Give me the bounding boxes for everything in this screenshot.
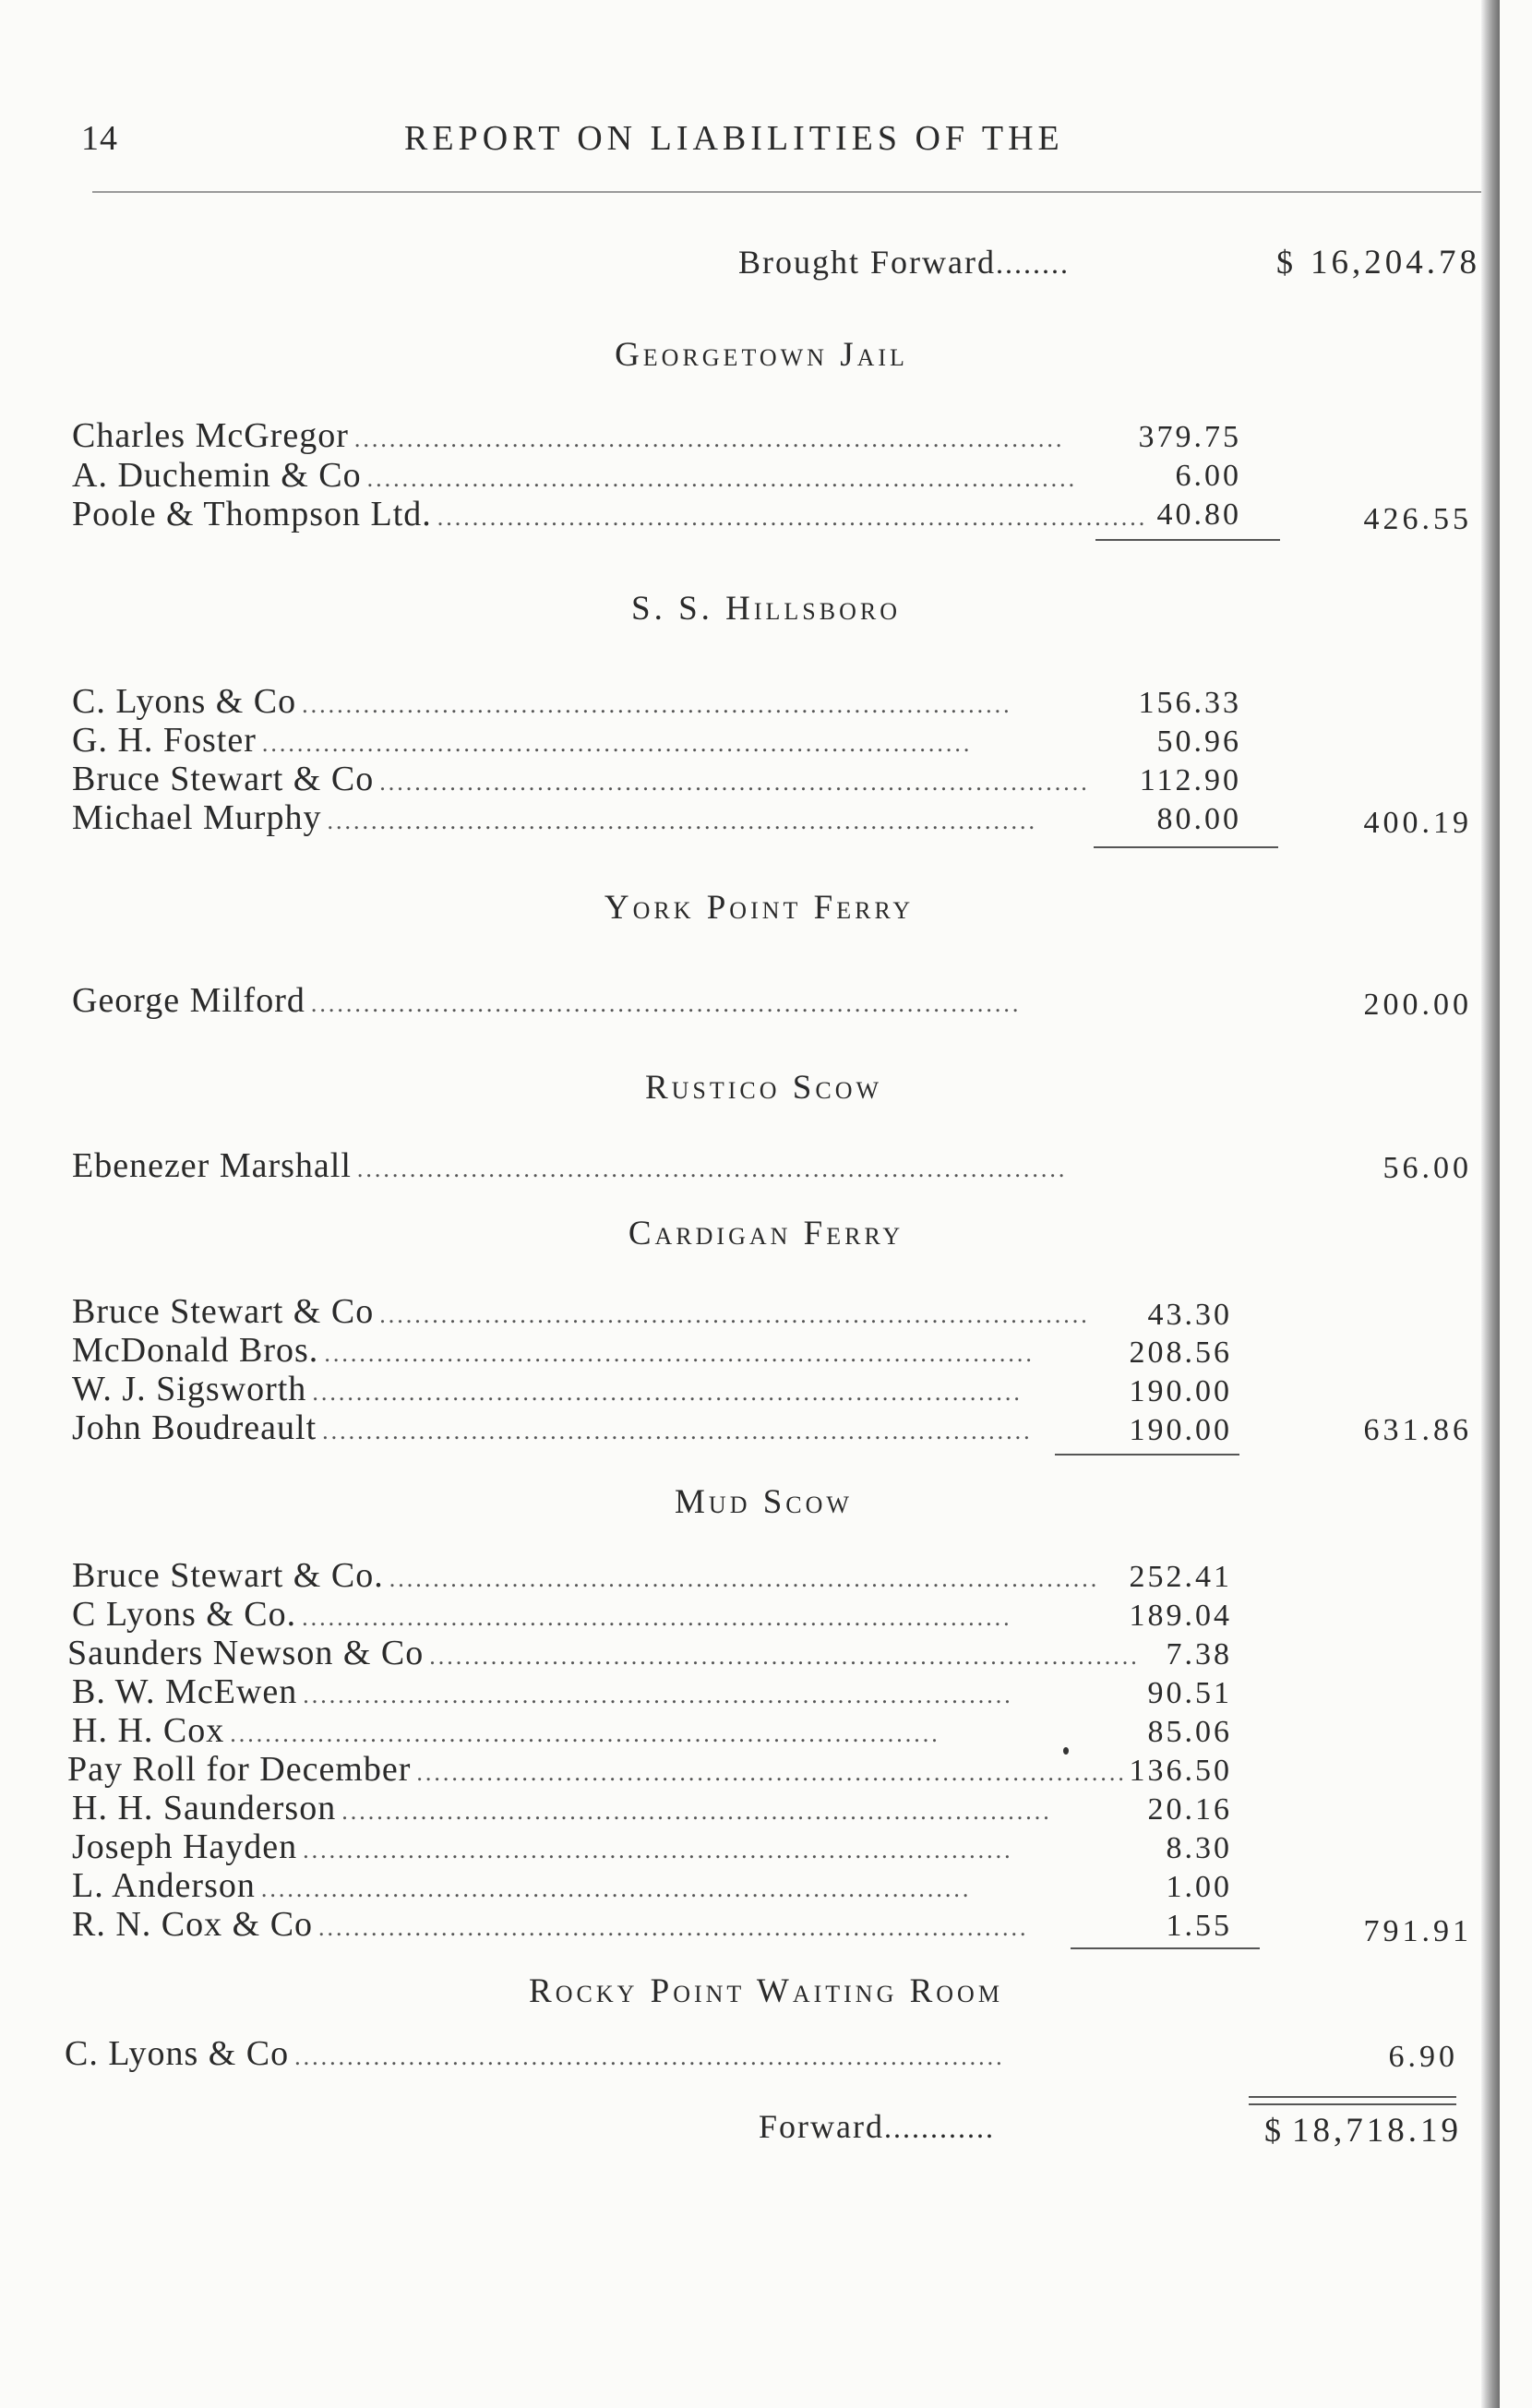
dot-leader: ................................................................................. (379, 769, 1090, 796)
payee-name: Joseph Hayden (72, 1827, 298, 1866)
ledger-row (72, 720, 1050, 761)
entry-amount: 1.55 (1166, 1909, 1232, 1943)
entry-amount: 80.00 (1156, 802, 1241, 836)
grand-total-double-rule (1249, 2096, 1456, 2105)
entry-amount: 6.00 (1175, 459, 1241, 493)
ledger-row (72, 797, 1050, 838)
forward-dots: ............ (883, 2111, 995, 2144)
section-total: 56.00 (1382, 1151, 1472, 1185)
ledger-row (72, 1291, 1090, 1332)
payee-name: R. N. Cox & Co (72, 1905, 314, 1944)
ledger-row (72, 759, 1090, 799)
entry-amount: 7.38 (1166, 1637, 1232, 1671)
entry-amount: 190.00 (1129, 1413, 1232, 1447)
payee-name: Bruce Stewart & Co (72, 1292, 375, 1331)
payee-name: W. J. Sigsworth (72, 1370, 307, 1408)
section-title-rustico-scow: Rustico Scow (644, 1069, 883, 1107)
payee-name: B. W. McEwen (72, 1672, 298, 1711)
dot-leader: ................................................................................. (366, 465, 1078, 492)
ledger-row (72, 455, 1078, 496)
payee-name: George Milford (72, 981, 305, 1020)
dot-leader: ................................................................................. (327, 808, 1037, 834)
dot-leader: ................................................................................. (322, 1418, 1033, 1444)
payee-name: Ebenezer Marshall (72, 1146, 352, 1185)
payee-name: Charles McGregor (72, 416, 349, 455)
entry-amount: 156.33 (1138, 686, 1241, 720)
entry-amount: 1.00 (1166, 1870, 1232, 1904)
section-total: 200.00 (1363, 988, 1472, 1022)
payee-name: John Boudreault (72, 1408, 317, 1447)
payee-name: Bruce Stewart & Co (72, 760, 375, 798)
entry-amount: 252.41 (1129, 1560, 1232, 1594)
dot-leader: ................................................................................. (416, 1759, 1127, 1786)
dot-leader: ................................................................................. (341, 1798, 1052, 1825)
ledger-row (72, 1788, 1050, 1828)
entry-amount: 90.51 (1147, 1676, 1232, 1710)
payee-name: McDonald Bros. (72, 1331, 319, 1370)
payee-name: Saunders Newson & Co (67, 1634, 425, 1672)
entry-amount: 50.96 (1156, 725, 1241, 759)
section-title-york-point-ferry: York Point Ferry (604, 889, 915, 927)
forward-label: Forward (759, 2108, 884, 2145)
forward-amount: 18,718.19 (1292, 2112, 1462, 2150)
section-title-cardigan-ferry: Cardigan Ferry (628, 1215, 904, 1252)
section-total: 6.90 (1388, 2040, 1458, 2074)
dot-leader: ................................................................................. (261, 730, 973, 757)
ledger-row (72, 1710, 1050, 1751)
dot-leader: ................................................................................. (230, 1720, 940, 1747)
ledger-row (72, 1330, 1050, 1371)
dot-leader: ................................................................................. (302, 1604, 1012, 1631)
ledger-row (72, 415, 1065, 456)
dot-leader: ................................................................................. (303, 1682, 1013, 1708)
ledger-row (72, 1145, 1068, 1186)
entry-amount: 190.00 (1129, 1374, 1232, 1408)
payee-name: A. Duchemin & Co (72, 456, 362, 495)
entry-amount: 85.06 (1147, 1715, 1232, 1749)
payee-name: C. Lyons & Co (72, 682, 297, 721)
running-title: REPORT ON LIABILITIES OF THE (404, 119, 1064, 158)
ledger-row (67, 1749, 1127, 1790)
ledger-row (72, 1408, 1050, 1448)
ledger-row (72, 1904, 1050, 1945)
brought-forward-dots: ........ (995, 246, 1070, 280)
entry-amount: 208.56 (1129, 1336, 1232, 1370)
section-total: 791.91 (1363, 1914, 1472, 1948)
brought-forward-label: Brought Forward (738, 244, 996, 281)
dot-leader: ................................................................................. (353, 425, 1065, 452)
ledger-row (72, 980, 1050, 1021)
payee-name: G. H. Foster (72, 721, 257, 760)
brought-forward-amount: 16,204.78 (1311, 244, 1480, 282)
ink-speck (1063, 1747, 1069, 1755)
payee-name: H. H. Cox (72, 1711, 225, 1750)
subtotal-rule (1071, 1947, 1260, 1949)
entry-amount: 8.30 (1166, 1831, 1232, 1865)
section-title-rocky-point-waiting-room: Rocky Point Waiting Room (529, 1972, 1003, 2010)
ledger-row (72, 1369, 1050, 1409)
dot-leader: ................................................................................. (303, 1837, 1013, 1863)
section-title-mud-scow: Mud Scow (675, 1483, 853, 1521)
dot-leader: ................................................................................. (437, 504, 1148, 531)
section-total: 426.55 (1363, 502, 1472, 536)
payee-name: Bruce Stewart & Co. (72, 1556, 384, 1595)
dot-leader: ................................................................................. (356, 1156, 1068, 1182)
payee-name: L. Anderson (72, 1866, 256, 1905)
dot-leader: ................................................................................. (312, 1379, 1023, 1406)
header-rule (92, 191, 1500, 193)
forward-line (759, 2107, 995, 2146)
section-total: 400.19 (1363, 806, 1472, 840)
payee-name: Michael Murphy (72, 798, 322, 837)
brought-forward-line (738, 243, 1070, 282)
payee-name: Pay Roll for December (67, 1750, 412, 1789)
page-number: 14 (81, 119, 118, 158)
brought-forward-currency: $ (1276, 244, 1293, 281)
dot-leader: ................................................................................. (302, 691, 1012, 718)
payee-name: C. Lyons & Co (65, 2034, 290, 2073)
entry-amount: 43.30 (1147, 1298, 1232, 1332)
entry-amount: 136.50 (1129, 1754, 1232, 1788)
payee-name: H. H. Saunderson (72, 1789, 337, 1827)
dot-leader: ................................................................................. (379, 1301, 1090, 1328)
ledger-row (72, 1827, 1050, 1867)
entry-amount: 20.16 (1147, 1792, 1232, 1827)
dot-leader: ................................................................................. (324, 1340, 1035, 1367)
ledger-row (72, 1555, 1100, 1596)
entry-amount: 40.80 (1156, 497, 1241, 532)
subtotal-rule (1094, 846, 1278, 848)
entry-amount: 189.04 (1129, 1599, 1232, 1633)
section-total: 631.86 (1363, 1413, 1472, 1447)
section-title-georgetown-jail: Georgetown Jail (615, 336, 908, 374)
ledger-row (72, 1671, 1050, 1712)
subtotal-rule (1055, 1454, 1239, 1456)
forward-currency: $ (1264, 2112, 1281, 2149)
dot-leader: ................................................................................. (260, 1875, 972, 1902)
entry-amount: 379.75 (1138, 420, 1241, 454)
ledger-row (72, 494, 1148, 534)
dot-leader: ................................................................................. (318, 1914, 1029, 1941)
ledger-row (72, 681, 1050, 722)
dot-leader: ................................................................................. (429, 1643, 1140, 1670)
ledger-row (72, 1594, 1050, 1635)
ledger-row (65, 2033, 1050, 2074)
dot-leader: ................................................................................. (294, 2043, 1005, 2070)
ledger-row (72, 1865, 1050, 1906)
ledger-row (67, 1633, 1140, 1673)
payee-name: Poole & Thompson Ltd. (72, 495, 432, 533)
payee-name: C Lyons & Co. (72, 1595, 297, 1634)
subtotal-rule (1095, 539, 1280, 541)
dot-leader: ................................................................................. (310, 990, 1022, 1017)
section-title-ss-hillsboro: S. S. Hillsboro (631, 590, 901, 628)
dot-leader: ................................................................................. (389, 1565, 1100, 1592)
entry-amount: 112.90 (1139, 763, 1241, 797)
